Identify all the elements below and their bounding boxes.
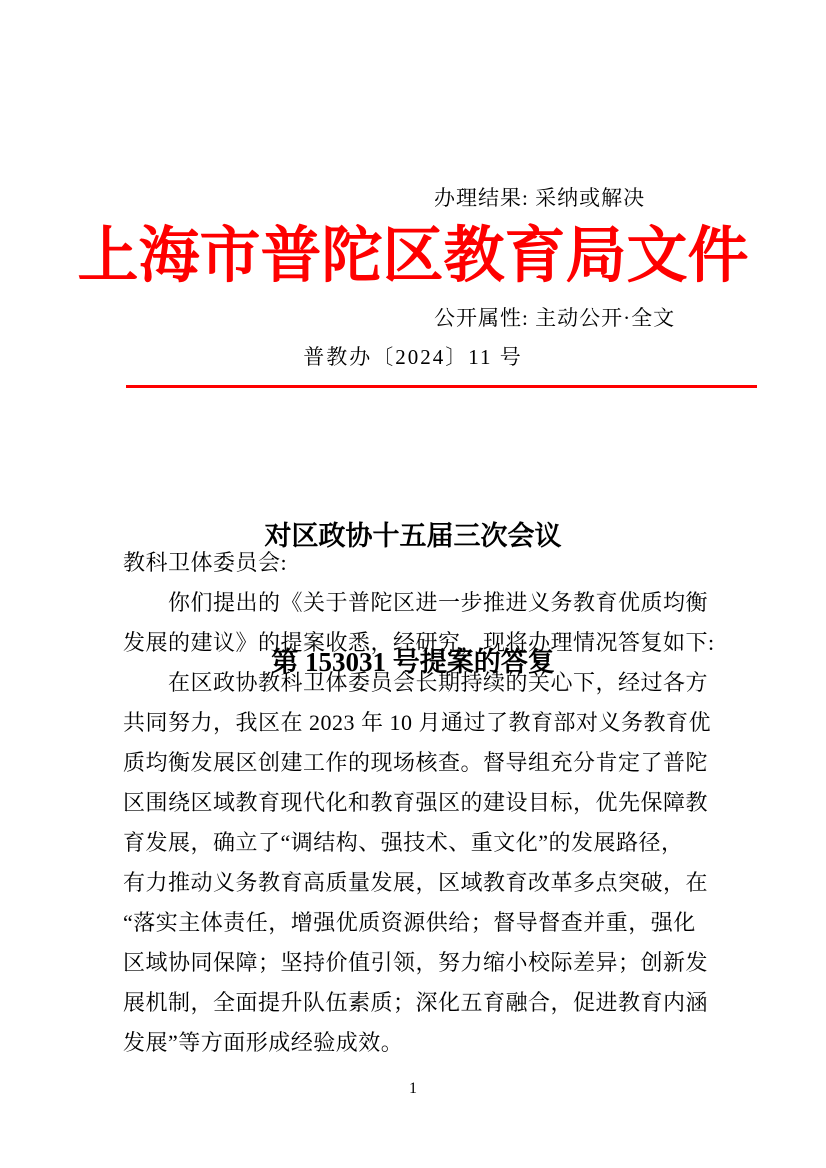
paragraph2-line: 发展”等方面形成经验成效。 (123, 1030, 404, 1055)
paragraph2-line: 质均衡发展区创建工作的现场核查。督导组充分肯定了普陀 (123, 750, 709, 775)
document-number: 普教办〔2024〕11 号 (303, 345, 523, 369)
document-title-line1: 对区政协十五届三次会议 (264, 521, 562, 551)
document-title-line2: 第 153031 号提案的答复 (271, 647, 555, 677)
document-body (123, 543, 715, 1063)
paragraph2-line: “落实主体责任，增强优质资源供给；督导督查并重，强化 (123, 910, 696, 935)
page-number: 1 (409, 1080, 417, 1097)
paragraph2-line: 展机制，全面提升队伍素质；深化五育融合，促进教育内涵 (123, 990, 709, 1015)
handling-result-line: 办理结果: 采纳或解决 (434, 186, 646, 210)
paragraph1-line: 你们提出的《关于普陀区进一步推进义务教育优质均衡 (168, 590, 709, 615)
paragraph1-line: 发展的建议》的提案收悉，经研究，现将办理情况答复如下: (123, 630, 715, 655)
paragraph2-line: 育发展，确立了“调结构、强技术、重文化”的发展路径， (123, 830, 684, 855)
agency-banner-title: 上海市普陀区教育局文件 (77, 223, 749, 290)
salutation-line: 教科卫体委员会: (123, 550, 288, 575)
paragraph2-line: 共同努力，我区在 2023 年 10 月通过了教育部对义务教育优 (123, 710, 712, 735)
paragraph2-line: 在区政协教科卫体委员会长期持续的关心下，经过各方 (168, 670, 709, 695)
paragraph2-line: 区围绕区域教育现代化和教育强区的建设目标，优先保障教 (123, 790, 709, 815)
red-divider-line (126, 385, 757, 388)
paragraph2-line: 有力推动义务教育高质量发展，区域教育改革多点突破，在 (123, 870, 709, 895)
disclosure-attribute-line: 公开属性: 主动公开·全文 (434, 306, 676, 330)
paragraph2-line: 区域协同保障；坚持价值引领，努力缩小校际差异；创新发 (123, 950, 709, 975)
